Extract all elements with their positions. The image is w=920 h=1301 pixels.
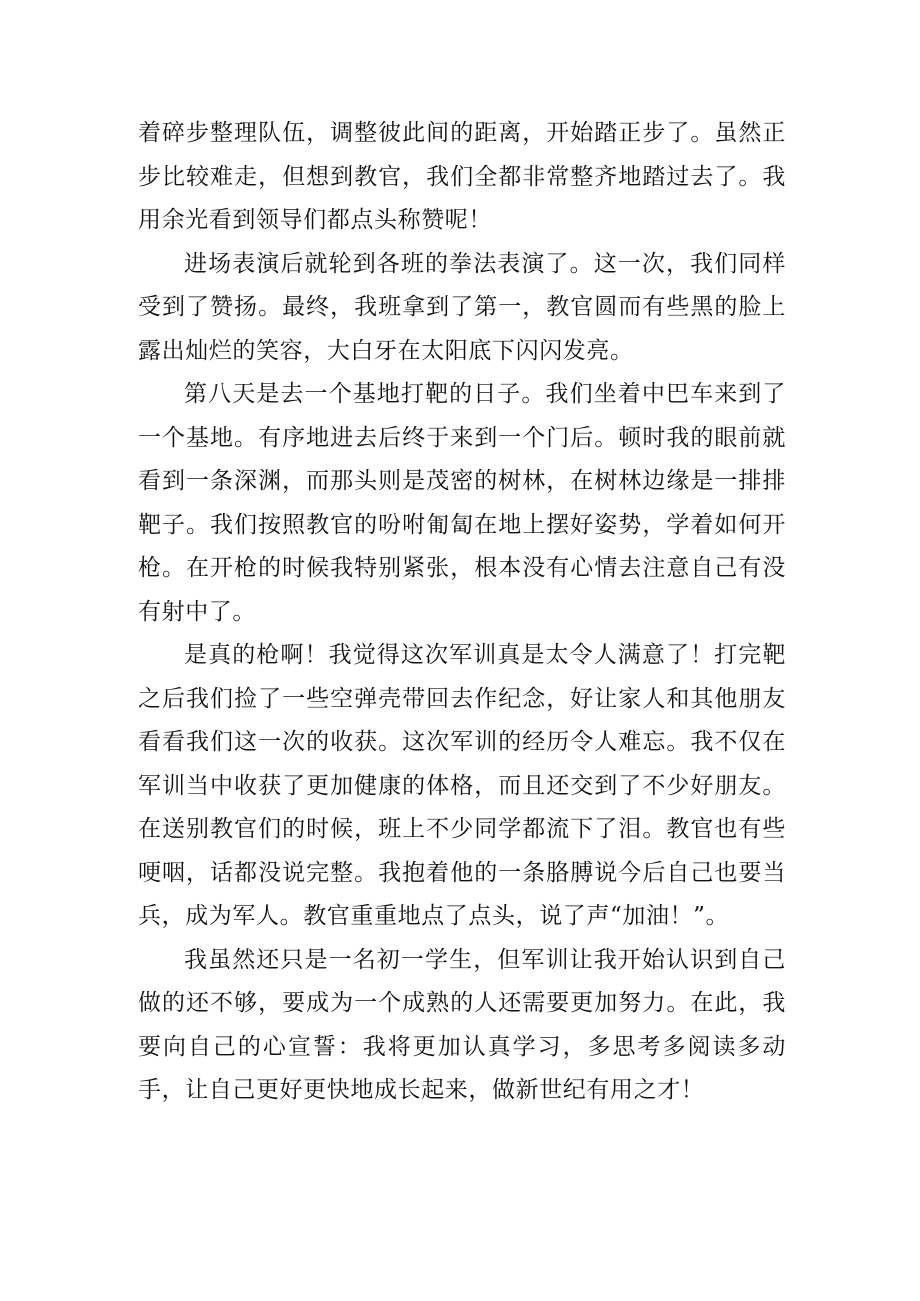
paragraph-2: 进场表演后就轮到各班的拳法表演了。这一次，我们同样受到了赞扬。最终，我班拿到了第一，教官圆而有些黑的脸上露出灿烂的笑容，大白牙在太阳底下闪闪发亮。 xyxy=(138,250,786,364)
paragraph-3: 第八天是去一个基地打靶的日子。我们坐着中巴车来到了一个基地。有序地进去后终于来到一个门后。顿时我的眼前就看到一条深渊，而那头则是茂密的树林，在树林边缘是一排排靶子。我们按照教官的吩咐匍匐在地上摆好姿势，学着如何开枪。在开枪的时候我特别紧张，根本没有心情去注意自己有没有射中了。 xyxy=(138,381,786,625)
paragraph-4: 是真的枪啊！我觉得这次军训真是太令人满意了！打完靶之后我们捡了一些空弹壳带回去作纪念，好让家人和其他朋友看看我们这一次的收获。这次军训的经历令人难忘。我不仅在军训当中收获了更加健康的体格，而且还交到了不少好朋友。在送别教官们的时候，班上不少同学都流下了泪。教官也有些哽咽，话都没说完整。我抱着他的一条胳膊说今后自己也要当兵，成为军人。教官重重地点了点头，说了声“加油！”。 xyxy=(138,642,786,929)
paragraph-5: 我虽然还只是一名初一学生，但军训让我开始认识到自己做的还不够，要成为一个成熟的人还需要更加努力。在此，我要向自己的心宣誓：我将更加认真学习，多思考多阅读多动手，让自己更好更快地成长起来，做新世纪有用之才！ xyxy=(138,946,786,1103)
document-body xyxy=(138,112,786,1113)
paragraph-1: 着碎步整理队伍，调整彼此间的距离，开始踏正步了。虽然正步比较难走，但想到教官，我们全都非常整齐地踏过去了。我用余光看到领导们都点头称赞呢！ xyxy=(138,120,786,233)
